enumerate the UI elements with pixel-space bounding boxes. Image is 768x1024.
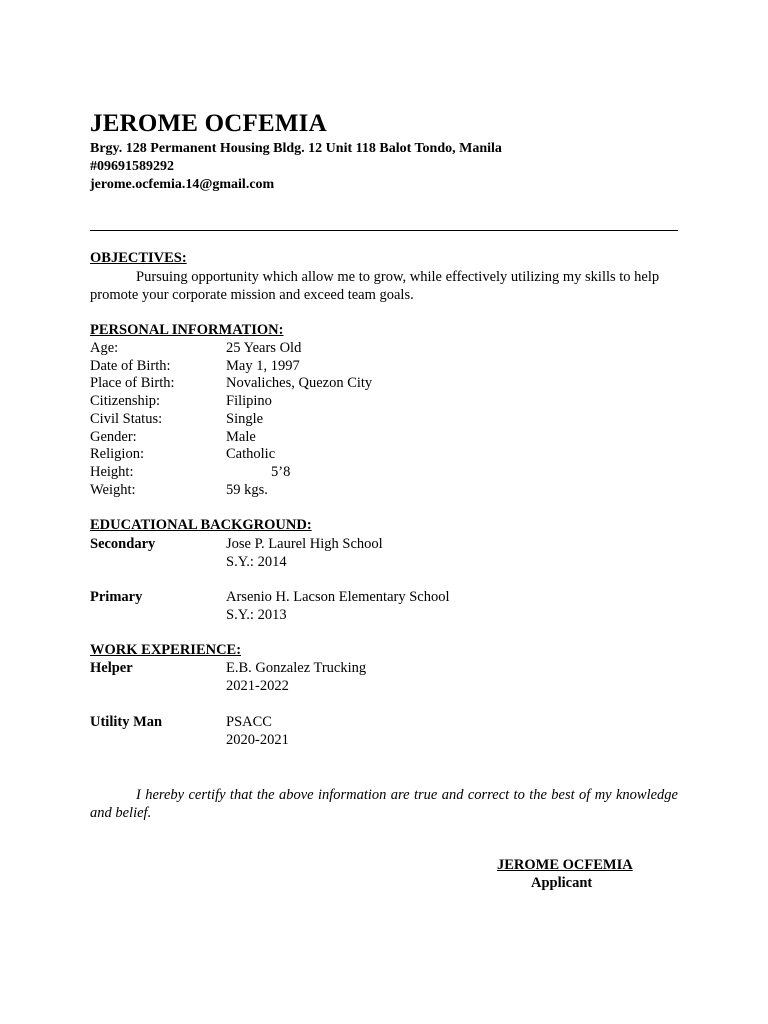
personal-value-pob: Novaliches, Quezon City bbox=[226, 375, 373, 391]
objectives-heading: OBJECTIVES: bbox=[90, 250, 187, 266]
personal-value-gender: Male bbox=[226, 429, 256, 445]
personal-label-civil-status: Civil Status: bbox=[90, 411, 163, 427]
personal-label-height: Height: bbox=[90, 464, 134, 480]
work-company-helper: E.B. Gonzalez Trucking bbox=[226, 660, 367, 676]
personal-value-age: 25 Years Old bbox=[226, 340, 302, 356]
education-level-primary: Primary bbox=[90, 589, 143, 605]
personal-value-dob: May 1, 1997 bbox=[226, 358, 300, 374]
personal-label-weight: Weight: bbox=[90, 482, 136, 498]
education-year-primary: S.Y.: 2013 bbox=[226, 607, 287, 623]
personal-info-heading: PERSONAL INFORMATION: bbox=[90, 322, 284, 338]
certification-text: I hereby certify that the above information are true and correct to the best of my knowledge and belief. bbox=[90, 787, 678, 821]
personal-value-weight: 59 kgs. bbox=[226, 482, 268, 498]
phone-line: #09691589292 bbox=[90, 159, 174, 174]
signature-name: JEROME OCFEMIA bbox=[497, 857, 633, 873]
personal-value-religion: Catholic bbox=[226, 446, 276, 462]
personal-label-gender: Gender: bbox=[90, 429, 137, 445]
email-line: jerome.ocfemia.14@gmail.com bbox=[90, 177, 275, 192]
work-position-helper: Helper bbox=[90, 660, 133, 676]
certification-paragraph bbox=[90, 786, 678, 822]
header-divider bbox=[90, 230, 678, 231]
personal-value-citizenship: Filipino bbox=[226, 393, 272, 409]
education-year-secondary: S.Y.: 2014 bbox=[226, 554, 287, 570]
work-heading: WORK EXPERIENCE: bbox=[90, 642, 242, 658]
education-level-secondary: Secondary bbox=[90, 536, 156, 552]
personal-label-age: Age: bbox=[90, 340, 119, 356]
education-heading: EDUCATIONAL BACKGROUND: bbox=[90, 517, 312, 533]
personal-label-pob: Place of Birth: bbox=[90, 375, 175, 391]
work-years-helper: 2021-2022 bbox=[226, 678, 289, 694]
signature-role: Applicant bbox=[531, 875, 593, 891]
objectives-text: Pursuing opportunity which allow me to grow, while effectively utilizing my skills to help promote your corporate mission and exceed team goals. bbox=[90, 269, 660, 303]
personal-value-civil-status: Single bbox=[226, 411, 264, 427]
address-line: Brgy. 128 Permanent Housing Bldg. 12 Unit 118 Balot Tondo, Manila bbox=[90, 141, 502, 156]
personal-label-religion: Religion: bbox=[90, 446, 144, 462]
personal-value-height: 5’8 bbox=[271, 464, 291, 480]
work-position-utility-man: Utility Man bbox=[90, 714, 163, 730]
work-company-utility-man: PSACC bbox=[226, 714, 272, 730]
education-school-primary: Arsenio H. Lacson Elementary School bbox=[226, 589, 450, 605]
education-school-secondary: Jose P. Laurel High School bbox=[226, 536, 383, 552]
personal-label-citizenship: Citizenship: bbox=[90, 393, 161, 409]
personal-label-dob: Date of Birth: bbox=[90, 358, 171, 374]
objectives-paragraph bbox=[90, 268, 678, 304]
work-years-utility-man: 2020-2021 bbox=[226, 732, 289, 748]
applicant-name: JEROME OCFEMIA bbox=[90, 110, 327, 137]
